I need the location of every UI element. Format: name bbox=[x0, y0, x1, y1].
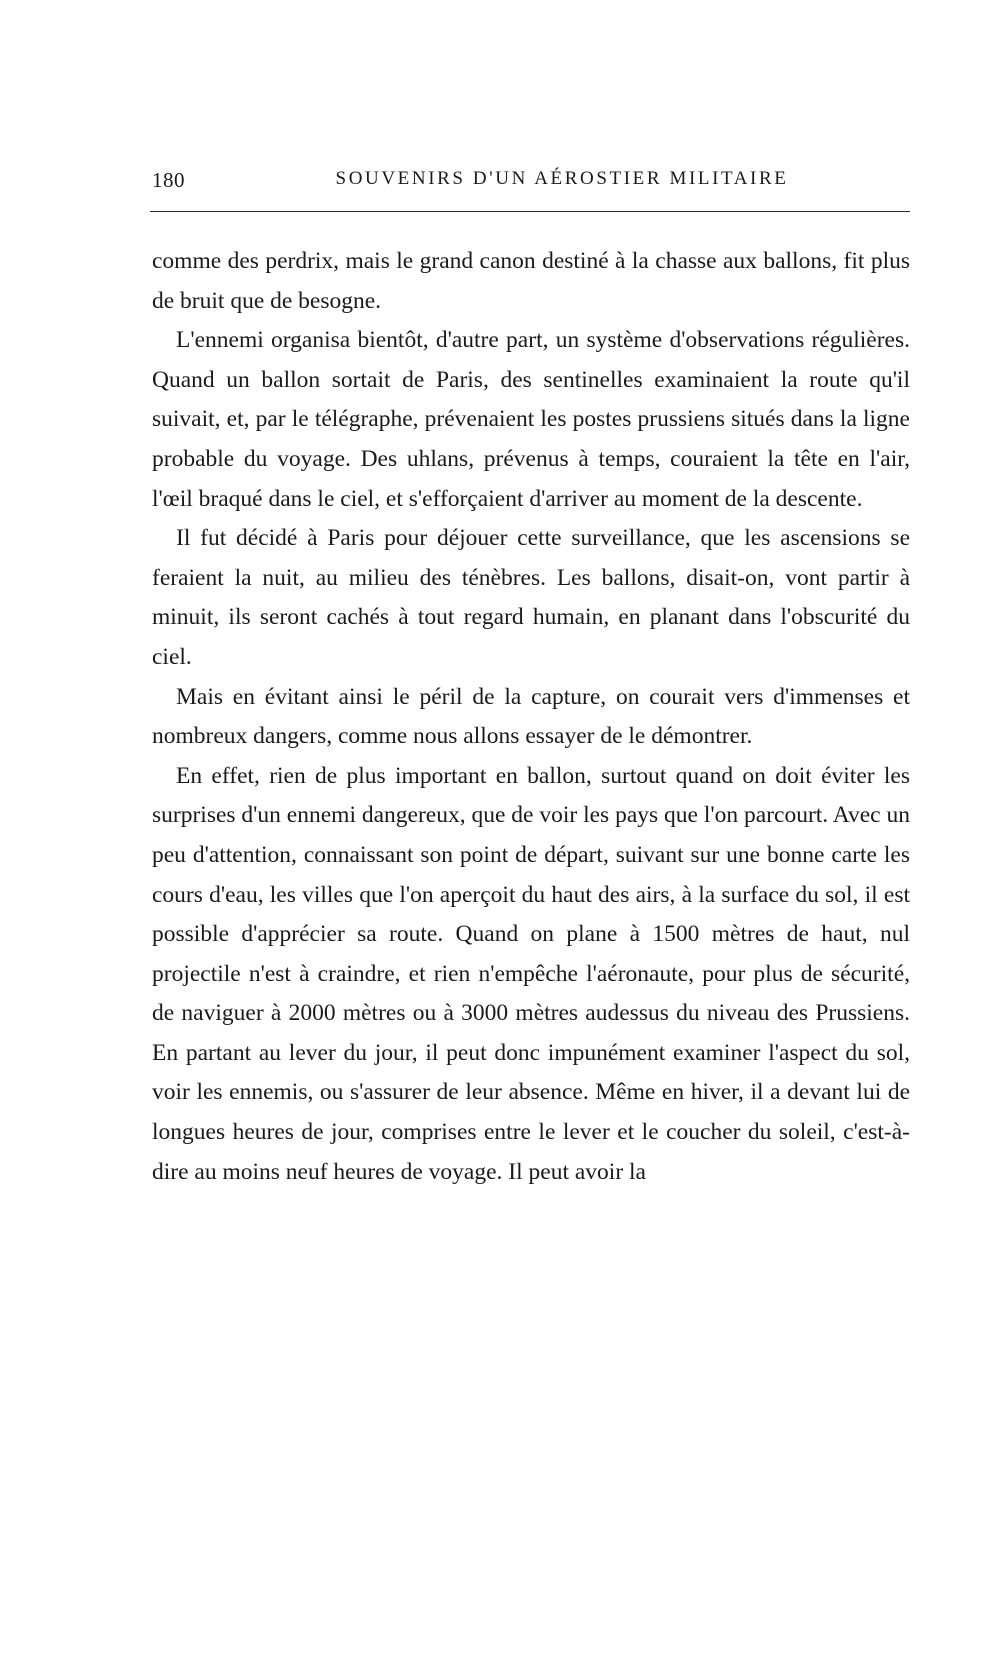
paragraph: Mais en évitant ainsi le péril de la capture, on courait vers d'immenses et nombreux dangers, comme nous allons essayer de le démontrer. bbox=[152, 683, 910, 750]
running-title: SOUVENIRS D'UN AÉROSTIER MILITAIRE bbox=[335, 168, 789, 189]
paragraph: L'ennemi organisa bientôt, d'autre part, un système d'observations régulières. Quand un ballon sortait de Paris, des sentinelles examinaient la route qu'il suivait, et, par le télégraphe, prévenaient les postes prussiens situés dans la ligne probable du voyage. Des uhlans, prévenus à temps, couraient la tête en l'air, l'œil braqué dans le ciel, et s'efforçaient d'arriver au moment de la descente. bbox=[152, 327, 910, 512]
paragraph: Il fut décidé à Paris pour déjouer cette surveillance, que les ascensions se feraient la nuit, au milieu des ténèbres. Les ballons, disait-on, vont partir à minuit, ils seront cachés à tout regard humain, en planant dans l'obscurité du ciel. bbox=[152, 525, 910, 670]
paragraph: En effet, rien de plus important en ballon, surtout quand on doit éviter les surprises d'un ennemi dangereux, que de voir les pays que l'on parcourt. Avec un peu d'attention, connaissant son point de départ, suivant sur une bonne carte les cours d'eau, les villes que l'on aperçoit du haut des airs, à la surface du sol, il est possible d'apprécier sa route. Quand on plane à 1500 mètres de haut, nul projectile n'est à craindre, et rien n'empêche l'aéronaute, pour plus de sécurité, de naviguer à 2000 mètres ou à 3000 mètres audessus du niveau des Prussiens. En partant au lever du jour, il peut donc impunément examiner l'aspect du sol, voir les ennemis, ou s'assurer de leur absence. Même en hiver, il a devant lui de longues heures de jour, comprises entre le lever et le coucher du soleil, c'est-à-dire au moins neuf heures de voyage. Il peut avoir la bbox=[152, 762, 910, 1185]
page-number: 180 bbox=[152, 168, 185, 192]
paragraph-continued: comme des perdrix, mais le grand canon destiné à la chasse aux ballons, fit plus de bruit que de besogne. bbox=[152, 248, 910, 314]
body-text bbox=[152, 242, 910, 1192]
running-head bbox=[152, 168, 912, 198]
header-rule bbox=[150, 211, 910, 212]
